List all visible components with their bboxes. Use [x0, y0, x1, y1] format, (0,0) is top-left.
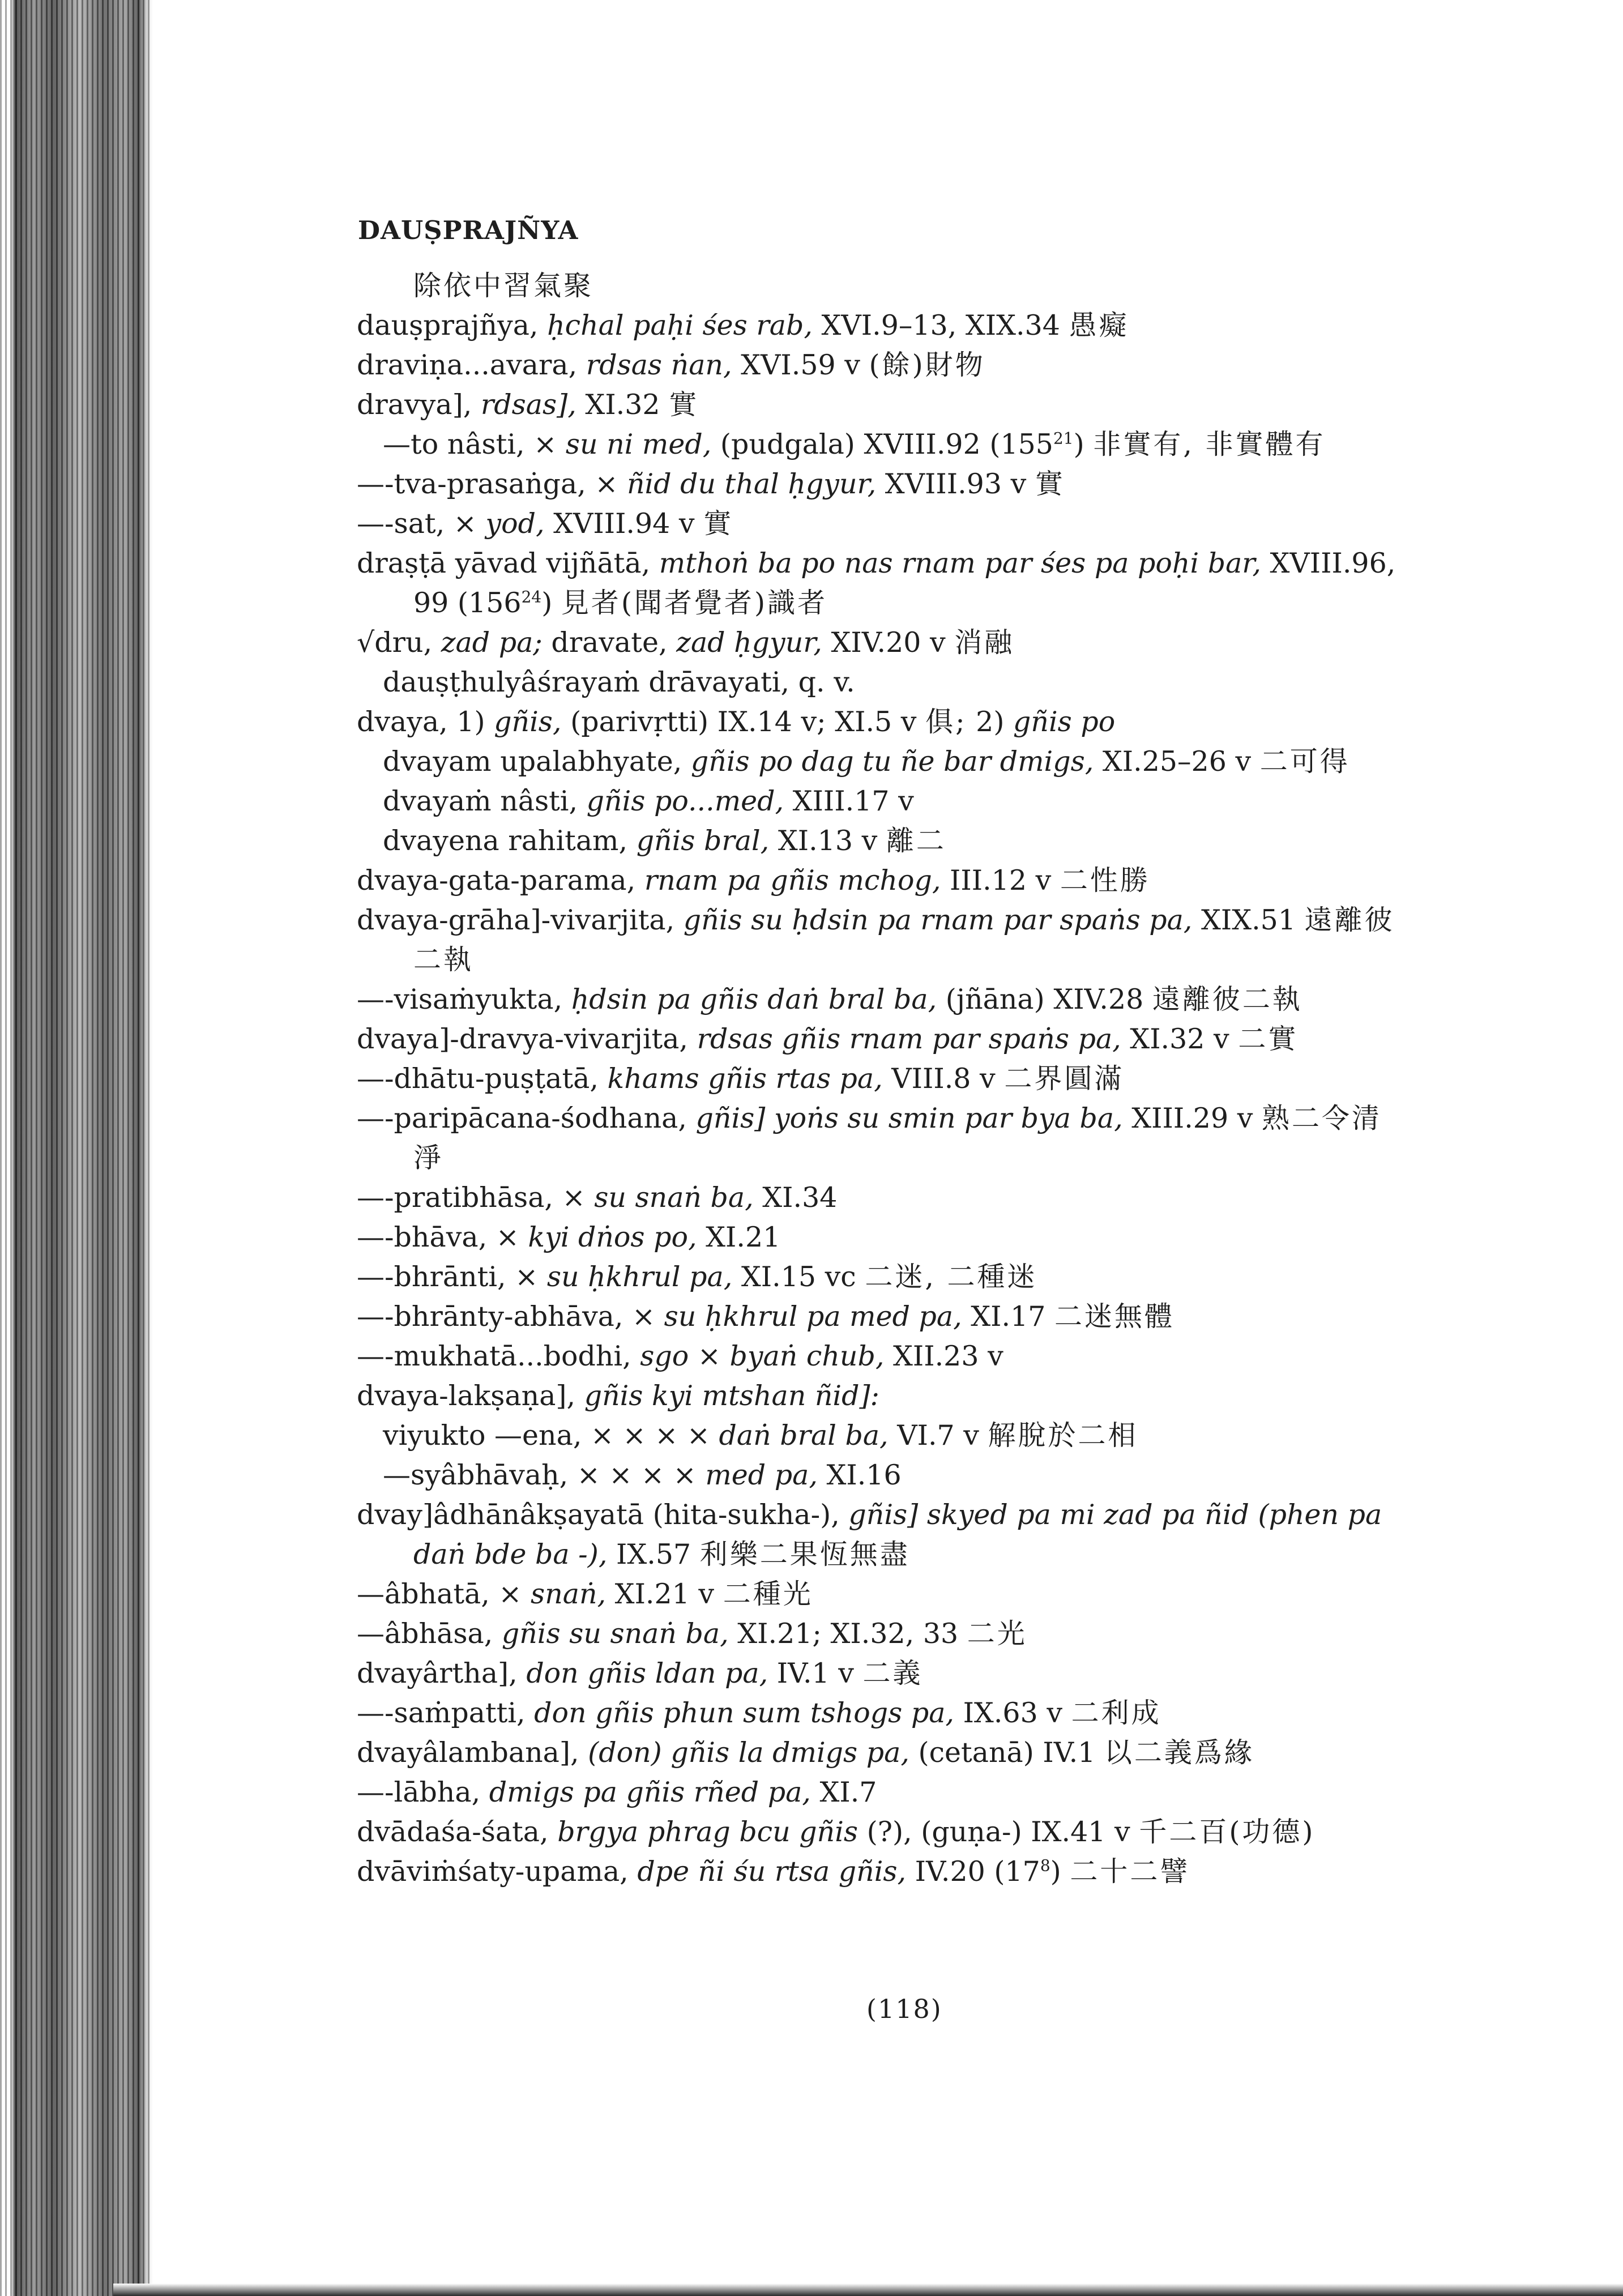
tibetan-equivalent: su ḥkhrul pa, [546, 1261, 733, 1293]
reference: XI.16 [817, 1459, 902, 1491]
tibetan-equivalent: rdsas], [480, 389, 576, 421]
tibetan-equivalent: gñis kyi mtshan ñid]: [584, 1380, 880, 1412]
glossary-line [357, 464, 1501, 504]
glossary-line [357, 1614, 1501, 1654]
tibetan-equivalent-3: gñis po [1013, 706, 1116, 738]
sense-number: 2) [967, 706, 1014, 738]
entry-headword: —-visaṁyukta, [357, 983, 571, 1015]
glossary-line [357, 1376, 1501, 1416]
glossary-line [357, 385, 1501, 425]
reference: III.12 v [941, 864, 1060, 897]
entry-headword: —-tva-prasaṅga, × [357, 468, 627, 500]
entry-headword: dvay]âdhānâkṣayatā (hita-sukha-), [357, 1499, 849, 1531]
chinese-equivalent: 見者(聞者覺者)識者 [561, 587, 828, 619]
reference: XI.32 v [1121, 1023, 1238, 1055]
chinese-equivalent: 俱; [925, 706, 967, 738]
tibetan-equivalent: rnam pa gñis mchog, [644, 864, 941, 897]
glossary-line [357, 504, 1501, 544]
reference: XI.7 [810, 1776, 877, 1808]
glossary-line [357, 1019, 1501, 1059]
reference: dravate, [542, 626, 677, 659]
tibetan-equivalent-2: zad ḥgyur, [676, 626, 822, 659]
tibetan-equivalent: ḥdsin pa gñis daṅ bral ba, [571, 983, 937, 1015]
page-heading: DAUṢPRAJÑYA [358, 215, 579, 245]
glossary-line [357, 1178, 1501, 1218]
reference: XIX.51 [1192, 904, 1305, 936]
reference: XI.25–26 v [1094, 745, 1260, 778]
glossary-line [357, 702, 1501, 742]
chinese-equivalent: 消融 [954, 626, 1015, 659]
tibetan-equivalent: gñis su snaṅ ba, [501, 1618, 729, 1650]
entry-headword: —-bhrānti, × [357, 1261, 547, 1293]
chinese-equivalent: 愚癡 [1069, 309, 1129, 342]
chinese-equivalent: 二迷無體 [1054, 1300, 1175, 1333]
glossary-line [357, 1773, 1501, 1812]
page-number: (118) [866, 1994, 942, 2024]
tibetan-equivalent: sgo × byaṅ chub, [640, 1340, 885, 1372]
glossary-line [357, 1574, 1501, 1614]
chinese-equivalent: 實 [1035, 468, 1065, 500]
chinese-equivalent: 二迷, 二種迷 [865, 1261, 1037, 1293]
reference: XII.23 v [884, 1340, 1003, 1372]
entry-headword: dauṣprajñya, [357, 309, 548, 342]
chinese-equivalent: 二可得 [1259, 745, 1350, 778]
glossary-line [357, 901, 1501, 940]
reference: IX.63 v [954, 1697, 1071, 1729]
chinese-equivalent: 二光 [967, 1618, 1027, 1650]
reference: XIII.17 v [784, 785, 914, 817]
chinese-equivalent: 二性勝 [1060, 864, 1150, 897]
chinese-equivalent: 二十二譬 [1070, 1855, 1190, 1888]
entry-headword: —-paripācana-śodhana, [357, 1102, 696, 1134]
entry-headword: —âbhatā, × [357, 1578, 531, 1610]
tibetan-equivalent: gñis] skyed pa mi zad pa ñid (phen pa [848, 1499, 1382, 1531]
tibetan-equivalent: zad pa; [441, 626, 543, 659]
tibetan-equivalent: ñid du thal ḥgyur, [626, 468, 877, 500]
glossary-line [357, 1654, 1501, 1693]
entry-headword: 99 (156 [413, 587, 522, 619]
glossary-line [357, 1495, 1501, 1535]
glossary-line [357, 266, 1501, 306]
glossary-line [357, 1337, 1501, 1376]
entry-headword: draviṇa...avara, [357, 349, 586, 381]
entry-headword: dvādaśa-śata, [357, 1816, 558, 1848]
entry-headword: —-dhātu-puṣṭatā, [357, 1062, 608, 1095]
tibetan-equivalent: rdsas ṅan, [586, 349, 732, 381]
reference-2: XIV.20 v [822, 626, 955, 659]
chinese-equivalent: 千二百(功德) [1139, 1816, 1316, 1848]
chinese-equivalent: 二實 [1238, 1023, 1299, 1055]
reference: IV.1 v [768, 1657, 863, 1689]
entry-headword: dvayâlambana], [357, 1736, 588, 1769]
reference: XI.17 [962, 1300, 1055, 1333]
reference-tail: ) [541, 587, 561, 619]
tibetan-equivalent: yod, [485, 507, 545, 540]
reference: XI.32 [576, 389, 669, 421]
scan-bottom-shadow [113, 2284, 1623, 2296]
entry-headword: dvāviṁśaty-upama, [357, 1855, 638, 1888]
reference: XI.34 [753, 1181, 838, 1214]
glossary-line [357, 1257, 1501, 1297]
entry-headword: dvaya-gata-parama, [357, 864, 644, 897]
reference: XVIII.94 v [544, 507, 704, 540]
reference: XVIII.93 v [876, 468, 1035, 500]
tibetan-equivalent: don gñis ldan pa, [526, 1657, 768, 1689]
entry-headword: —-lābha, [357, 1776, 489, 1808]
tibetan-equivalent: don gñis phun sum tshogs pa, [534, 1697, 954, 1729]
tibetan-equivalent: (don) gñis la dmigs pa, [588, 1736, 909, 1769]
footnote-number: 8 [1040, 1856, 1050, 1875]
tibetan-equivalent: mthoṅ ba po nas rnam par śes pa poḥi bar, [659, 547, 1261, 579]
glossary-line [357, 1693, 1501, 1733]
entry-headword: dvaya]-dravya-vivarjita, [357, 1023, 697, 1055]
chinese-equivalent: 二義 [862, 1657, 923, 1689]
chinese-equivalent: 解脫於二相 [988, 1419, 1138, 1452]
glossary-line [357, 306, 1501, 345]
entry-headword: —-saṁpatti, [357, 1697, 535, 1729]
reference: XI.21 [697, 1221, 781, 1253]
reference: XI.13 v [769, 825, 886, 857]
tibetan-equivalent: med pa, [705, 1459, 818, 1491]
chinese-equivalent: 遠離彼 [1304, 904, 1395, 936]
entry-headword: —-mukhatā...bodhi, [357, 1340, 640, 1372]
tibetan-equivalent: khams gñis rtas pa, [607, 1062, 883, 1095]
tibetan-equivalent: dmigs pa gñis rñed pa, [489, 1776, 811, 1808]
entry-headword: √dru, [357, 626, 441, 659]
tibetan-equivalent: kyi dṅos po, [528, 1221, 697, 1253]
reference: XIII.29 v [1122, 1102, 1262, 1134]
tibetan-equivalent: gñis po dag tu ñe bar dmigs, [690, 745, 1094, 778]
reference: (?), (guṇa-) IX.41 v [858, 1816, 1139, 1848]
reference: XI.21 v [606, 1578, 723, 1610]
tibetan-equivalent: su snaṅ ba, [594, 1181, 754, 1214]
glossary-line [357, 663, 1501, 702]
book-spine-edge [0, 0, 153, 2296]
glossary-line [357, 1416, 1501, 1456]
entry-headword: draṣṭā yāvad vijñātā, [357, 547, 659, 579]
tibetan-equivalent: gñis su ḥdsin pa rnam par spaṅs pa, [683, 904, 1193, 936]
glossary-line [357, 345, 1501, 385]
entry-headword: dravya], [357, 389, 481, 421]
entry-headword: dauṣṭhulyâśrayaṁ drāvayati, q. v. [383, 666, 855, 698]
glossary-line [357, 1535, 1501, 1574]
glossary-line [357, 1297, 1501, 1337]
glossary-line [357, 1456, 1501, 1495]
reference: XI.15 vc [732, 1261, 865, 1293]
reference: (jñāna) XIV.28 [937, 983, 1152, 1015]
glossary-line [357, 940, 1501, 980]
reference: IV.20 (17 [906, 1855, 1040, 1888]
glossary-line [357, 623, 1501, 663]
tibetan-equivalent: su ḥkhrul pa med pa, [664, 1300, 962, 1333]
entry-headword: dvayena rahitam, [383, 825, 637, 857]
glossary-line [357, 1218, 1501, 1257]
entry-headword: dvaya-lakṣaṇa], [357, 1380, 584, 1412]
entry-headword: dvayam upalabhyate, [383, 745, 691, 778]
chinese-equivalent: 遠離彼二執 [1152, 983, 1302, 1015]
reference-tail: ) [1050, 1855, 1070, 1888]
glossary-entries [357, 266, 1501, 1892]
tibetan-equivalent: su ni med, [565, 428, 712, 460]
chinese-equivalent: 實 [669, 389, 699, 421]
entry-headword: dvayârtha], [357, 1657, 527, 1689]
glossary-line [357, 821, 1501, 861]
chinese-equivalent: 非實有, 非實體有 [1093, 428, 1326, 460]
entry-headword: viyukto —ena, × × × × [383, 1419, 719, 1452]
chinese-equivalent: 實 [703, 507, 734, 540]
glossary-line [357, 1059, 1501, 1099]
glossary-line [357, 1812, 1501, 1852]
entry-headword: —-bhāva, × [357, 1221, 528, 1253]
glossary-line [357, 742, 1501, 782]
glossary-line [357, 980, 1501, 1019]
glossary-line [357, 782, 1501, 821]
glossary-line [357, 583, 1501, 623]
glossary-line [357, 425, 1501, 464]
chinese-equivalent: 二界圓滿 [1004, 1062, 1125, 1095]
chinese-equivalent: 熟二令清 [1261, 1102, 1382, 1134]
entry-headword: —-bhrānty-abhāva, × [357, 1300, 664, 1333]
reference: XVIII.96, [1261, 547, 1396, 579]
tibetan-equivalent: snaṅ, [531, 1578, 607, 1610]
chinese-equivalent: 二種光 [723, 1578, 813, 1610]
tibetan-equivalent: gñis po...med, [586, 785, 784, 817]
tibetan-equivalent: dpe ñi śu rtsa gñis, [637, 1855, 907, 1888]
entry-headword: dvayaṁ nâsti, [383, 785, 587, 817]
reference: XI.21; XI.32, 33 [728, 1618, 967, 1650]
tibetan-equivalent: daṅ bde ba -), [413, 1538, 608, 1571]
chinese-equivalent: 利樂二果恆無盡 [699, 1538, 910, 1571]
glossary-line [357, 861, 1501, 901]
reference: XVI.59 v [732, 349, 869, 381]
glossary-line [357, 1138, 1501, 1178]
chinese-equivalent: (餘)財物 [869, 349, 985, 381]
entry-headword: —-pratibhāsa, × [357, 1181, 595, 1214]
tibetan-equivalent: daṅ bral ba, [719, 1419, 889, 1452]
tibetan-equivalent: gñis] yoṅs su smin par bya ba, [695, 1102, 1123, 1134]
entry-headword: —syâbhāvaḥ, × × × × [383, 1459, 706, 1491]
glossary-line [357, 1852, 1501, 1892]
chinese-equivalent: 除依中習氣聚 [413, 270, 594, 302]
reference: VI.7 v [888, 1419, 988, 1452]
entry-headword: dvaya-grāha]-vivarjita, [357, 904, 684, 936]
glossary-line [357, 1099, 1501, 1138]
chinese-equivalent: 二利成 [1071, 1697, 1161, 1729]
entry-headword: dvaya, 1) [357, 706, 494, 738]
reference-tail: ) [1073, 428, 1094, 460]
tibetan-equivalent: gñis bral, [636, 825, 770, 857]
reference: IX.57 [607, 1538, 700, 1571]
reference: (parivṛtti) IX.14 v; XI.5 v [561, 706, 926, 738]
reference: (cetanā) IV.1 [909, 1736, 1104, 1769]
chinese-equivalent: 以二義爲緣 [1104, 1736, 1254, 1769]
footnote-number: 21 [1053, 429, 1074, 448]
reference: XVI.9–13, XIX.34 [812, 309, 1069, 342]
glossary-line [357, 544, 1501, 583]
footnote-number: 24 [521, 587, 542, 607]
entry-headword: —âbhāsa, [357, 1618, 502, 1650]
tibetan-equivalent: gñis, [494, 706, 562, 738]
tibetan-equivalent: rdsas gñis rnam par spaṅs pa, [697, 1023, 1121, 1055]
chinese-equivalent: 離二 [886, 825, 946, 857]
tibetan-equivalent: brgya phrag bcu gñis [557, 1816, 859, 1848]
entry-headword: —-sat, × [357, 507, 486, 540]
reference: (pudgala) XVIII.92 (155 [711, 428, 1053, 460]
chinese-equivalent: 二執 [413, 944, 474, 976]
entry-headword: —to nâsti, × [383, 428, 566, 460]
chinese-equivalent: 淨 [413, 1142, 444, 1174]
glossary-line [357, 1733, 1501, 1773]
tibetan-equivalent: ḥchal paḥi śes rab, [547, 309, 813, 342]
reference: VIII.8 v [882, 1062, 1005, 1095]
